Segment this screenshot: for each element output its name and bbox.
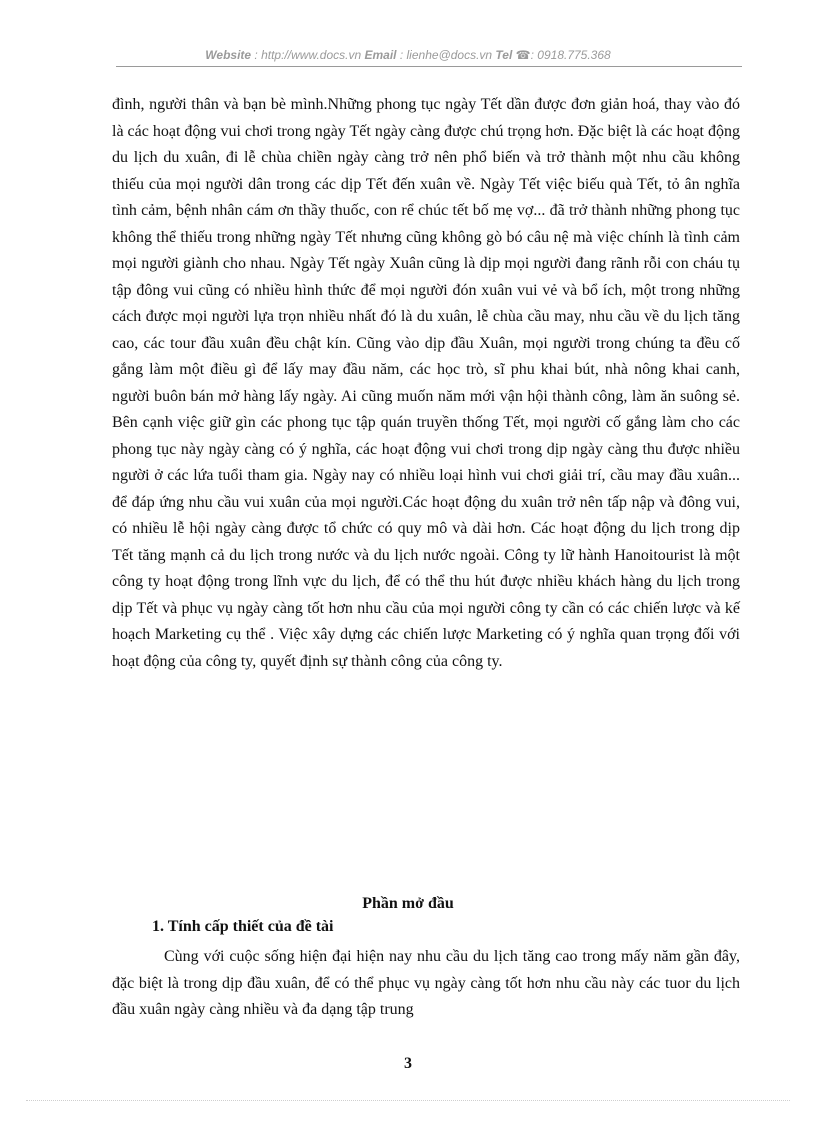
header-divider (116, 66, 742, 67)
tel-label: Tel (495, 48, 513, 62)
body-paragraph: đình, người thân và bạn bè mình.Những phong tục ngày Tết dần được đơn giản hoá, thay vào đó là các hoạt động vui chơi trong ngày Tết ngày càng được chú trọng hơn. Đặc biệt là các hoạt động du lịch du xuân, đi lễ chùa chiền ngày càng trở nên phổ biến và trở thành một nhu cầu không thiếu của mọi người dân trong các dịp Tết đến xuân về. Ngày Tết việc biếu quà Tết, tỏ ân nghĩa tình cảm, bệnh nhân cám ơn thầy thuốc, con rể chúc tết bố mẹ vợ... đã trở thành những phong tục không thể thiếu trong những ngày Tết nhưng cũng không gò bó câu nệ mà việc chính là tình cảm mọi người giành cho nhau. Ngày Tết ngày Xuân cũng là dịp mọi người đang rãnh rỗi con cháu tụ tập đông vui cũng có nhiều hình thức để mọi người đón xuân vui vẻ và bổ ích, một trong những cách được mọi người lựa trọn nhiều nhất đó là du xuân, lễ chùa cầu may, nhu cầu về du lịch tăng cao, các tour đầu xuân đều chật kín. Cũng vào dịp đầu Xuân, mọi người trong chúng ta đều cố gắng làm một điều gì để lấy may đầu năm, các học trò, sĩ phu khai bút, nhà nông khai canh, người buôn bán mở hàng lấy ngày. Ai cũng muốn năm mới vận hội thành công, làm ăn suông sẻ. Bên cạnh việc giữ gìn các phong tục tập quán truyền thống Tết, mọi người cố gắng làm cho các phong tục này ngày càng có ý nghĩa, các hoạt động vui chơi trong dịp ngày càng thu được nhiều người ở các lứa tuổi tham gia. Ngày nay có nhiều loại hình vui chơi giải trí, cầu may đầu xuân... để đáp ứng nhu cầu vui xuân của mọi người.Các hoạt động du xuân trở nên tấp nập và đông vui, có nhiều lễ hội ngày càng được tổ chức có quy mô và dài hơn. Các hoạt động du lịch trong dịp Tết tăng mạnh cả du lịch trong nước và du lịch nước ngoài. Công ty lữ hành Hanoitourist là một công ty hoạt động trong lĩnh vực du lịch, để có thể thu hút được nhiều khách hàng du lịch trong dịp Tết và phục vụ ngày càng tốt hơn nhu cầu của mọi người công ty cần có các chiến lược và kế hoạch Marketing cụ thể . Việc xây dựng các chiến lược Marketing có ý nghĩa quan trọng đối với hoạt động của công ty, quyết định sự thành công của công ty. (112, 96, 740, 670)
intro-paragraph: Cùng với cuộc sống hiện đại hiện nay nhu cầu du lịch tăng cao trong mấy năm gần đây, đặc biệt là trong dịp đầu xuân, để có thể phục vụ ngày càng tốt hơn nhu cầu này các tuor du lịch đầu xuân ngày càng nhiều và đa dạng tập trung (112, 948, 740, 1018)
section-title: Phần mở đầu (362, 895, 454, 912)
phone-icon: ☎ (515, 48, 531, 62)
website-value: : http://www.docs.vn (254, 48, 362, 62)
subsection-heading: 1. Tính cấp thiết của đề tài (152, 918, 334, 935)
page-number: 3 (404, 1055, 412, 1072)
email-value: : lienhe@docs.vn (399, 48, 493, 62)
tel-value: : 0918.775.368 (530, 48, 611, 62)
page-bottom-divider (26, 1100, 790, 1101)
page-header (0, 48, 816, 62)
website-label: Website (205, 48, 252, 62)
email-label: Email (364, 48, 397, 62)
